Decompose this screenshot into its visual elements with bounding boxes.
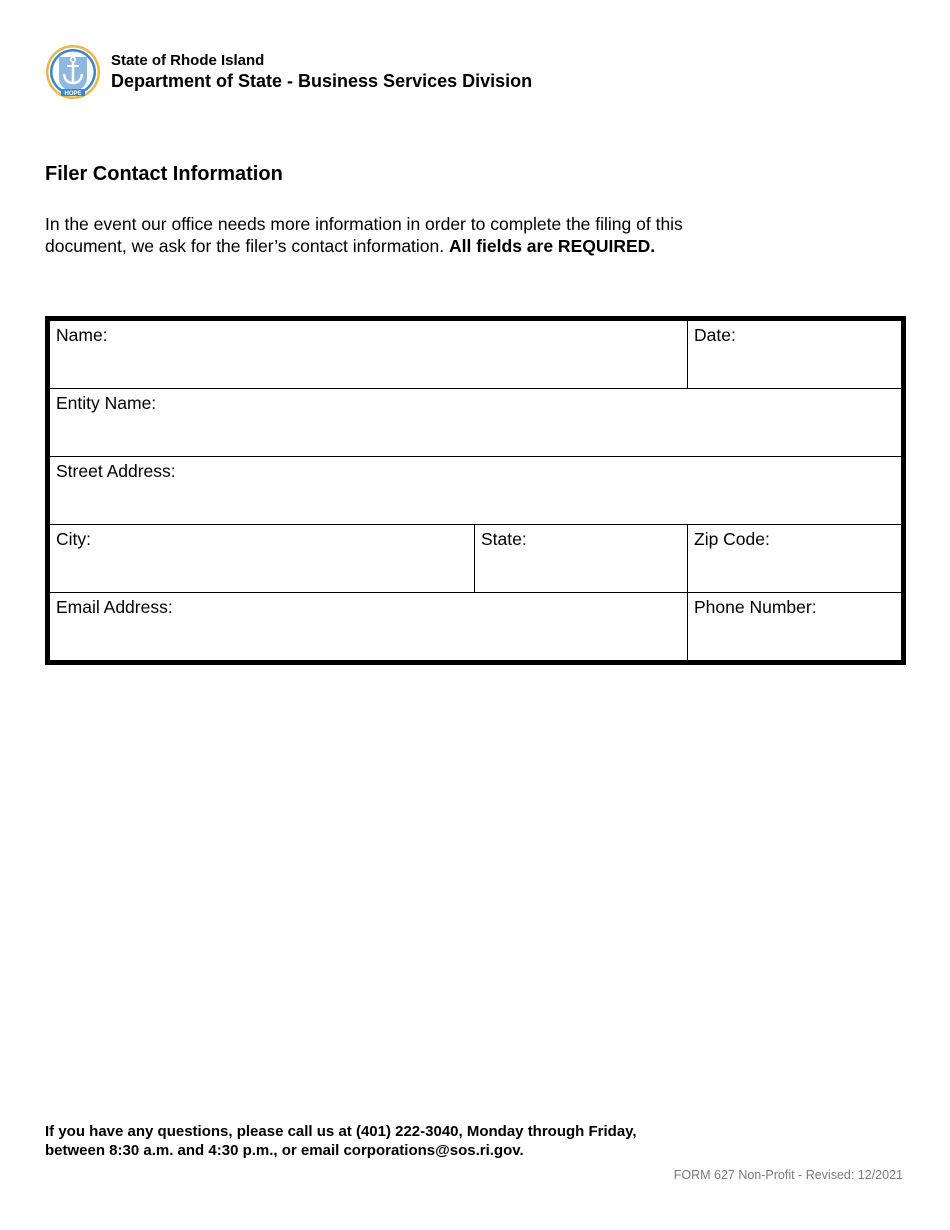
- form-row-street: [50, 457, 901, 525]
- form-row-email-phone: [50, 593, 901, 660]
- name-label: Name:: [56, 325, 108, 345]
- svg-text:HOPE: HOPE: [64, 91, 82, 97]
- street-address-label: Street Address:: [56, 461, 176, 481]
- form-row-name-date: [50, 321, 901, 389]
- city-label: City:: [56, 529, 91, 549]
- contact-form-table: [45, 316, 906, 665]
- intro-text: In the event our office needs more information in order to complete the filing of this document, we ask for the filer’s contact information.: [45, 214, 683, 256]
- date-label: Date:: [694, 325, 736, 345]
- required-notice: All fields are REQUIRED.: [449, 236, 656, 256]
- date-field[interactable]: [688, 321, 901, 388]
- department-name: Department of State - Business Services Division: [111, 71, 533, 91]
- phone-number-field[interactable]: [688, 593, 901, 660]
- entity-name-label: Entity Name:: [56, 393, 157, 413]
- intro-paragraph: [45, 213, 765, 257]
- contact-note-line2: between 8:30 a.m. and 4:30 p.m., or email corporations@sos.ri.gov.: [45, 1142, 524, 1159]
- contact-note-line1: If you have any questions, please call us at (401) 222-3040, Monday through Friday,: [45, 1123, 637, 1140]
- state-label: State:: [481, 529, 527, 549]
- entity-name-field[interactable]: [50, 389, 901, 456]
- contact-note: [45, 1122, 637, 1160]
- city-field[interactable]: [50, 525, 475, 592]
- form-revision-id: FORM 627 Non-Profit - Revised: 12/2021: [673, 1168, 903, 1182]
- form-row-entity: [50, 389, 901, 457]
- street-address-field[interactable]: [50, 457, 901, 524]
- email-address-field[interactable]: [50, 593, 688, 660]
- page-title: Filer Contact Information: [45, 163, 283, 185]
- zip-code-label: Zip Code:: [694, 529, 770, 549]
- name-field[interactable]: [50, 321, 688, 388]
- email-address-label: Email Address:: [56, 597, 173, 617]
- zip-code-field[interactable]: [688, 525, 901, 592]
- state-name: State of Rhode Island: [111, 52, 265, 69]
- form-row-city-state-zip: [50, 525, 901, 593]
- state-seal-icon: [45, 44, 101, 100]
- phone-number-label: Phone Number:: [694, 597, 817, 617]
- page-header: [45, 44, 532, 100]
- state-field[interactable]: [475, 525, 688, 592]
